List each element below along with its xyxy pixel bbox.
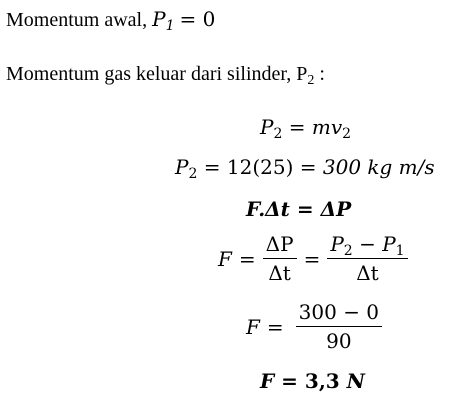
delta-p-over-delta-t: $\frac{\Delta P}{\Delta t}$ xyxy=(263,234,297,283)
initial-momentum-line xyxy=(6,7,216,35)
p2-minus-p1-over-delta-t: $\frac{P_2 - P_1}{\Delta t}$ xyxy=(327,234,407,283)
equation-impulse: F.Δt = ΔP xyxy=(246,197,352,221)
gas-momentum-label: Momentum gas keluar dari silinder, P xyxy=(6,63,308,85)
p1-symbol: $P_1$ xyxy=(152,7,175,35)
equation-force-numeric: F = $\frac{300 - 0}{90}$ xyxy=(246,302,382,351)
equation-p2-value: $P_2 = 12(25) = 300$ kg m/s xyxy=(175,155,435,183)
initial-momentum-label: Momentum awal, xyxy=(6,9,148,31)
300-minus-0-over-90: $\frac{300 - 0}{90}$ xyxy=(296,302,382,351)
gas-momentum-line: Momentum gas keluar dari silinder, $P_2$ : xyxy=(6,63,325,89)
equation-force-fraction: F = $\frac{\Delta P}{\Delta t}$ = $\frac{P_2 - P_1}{\Delta t}$ xyxy=(218,234,408,283)
initial-momentum-value: = 0 xyxy=(179,7,216,31)
equation-p2-mv2: $P_2 = mv_2$ xyxy=(260,115,352,143)
equation-force-result: F = 3,3 N xyxy=(260,369,365,393)
